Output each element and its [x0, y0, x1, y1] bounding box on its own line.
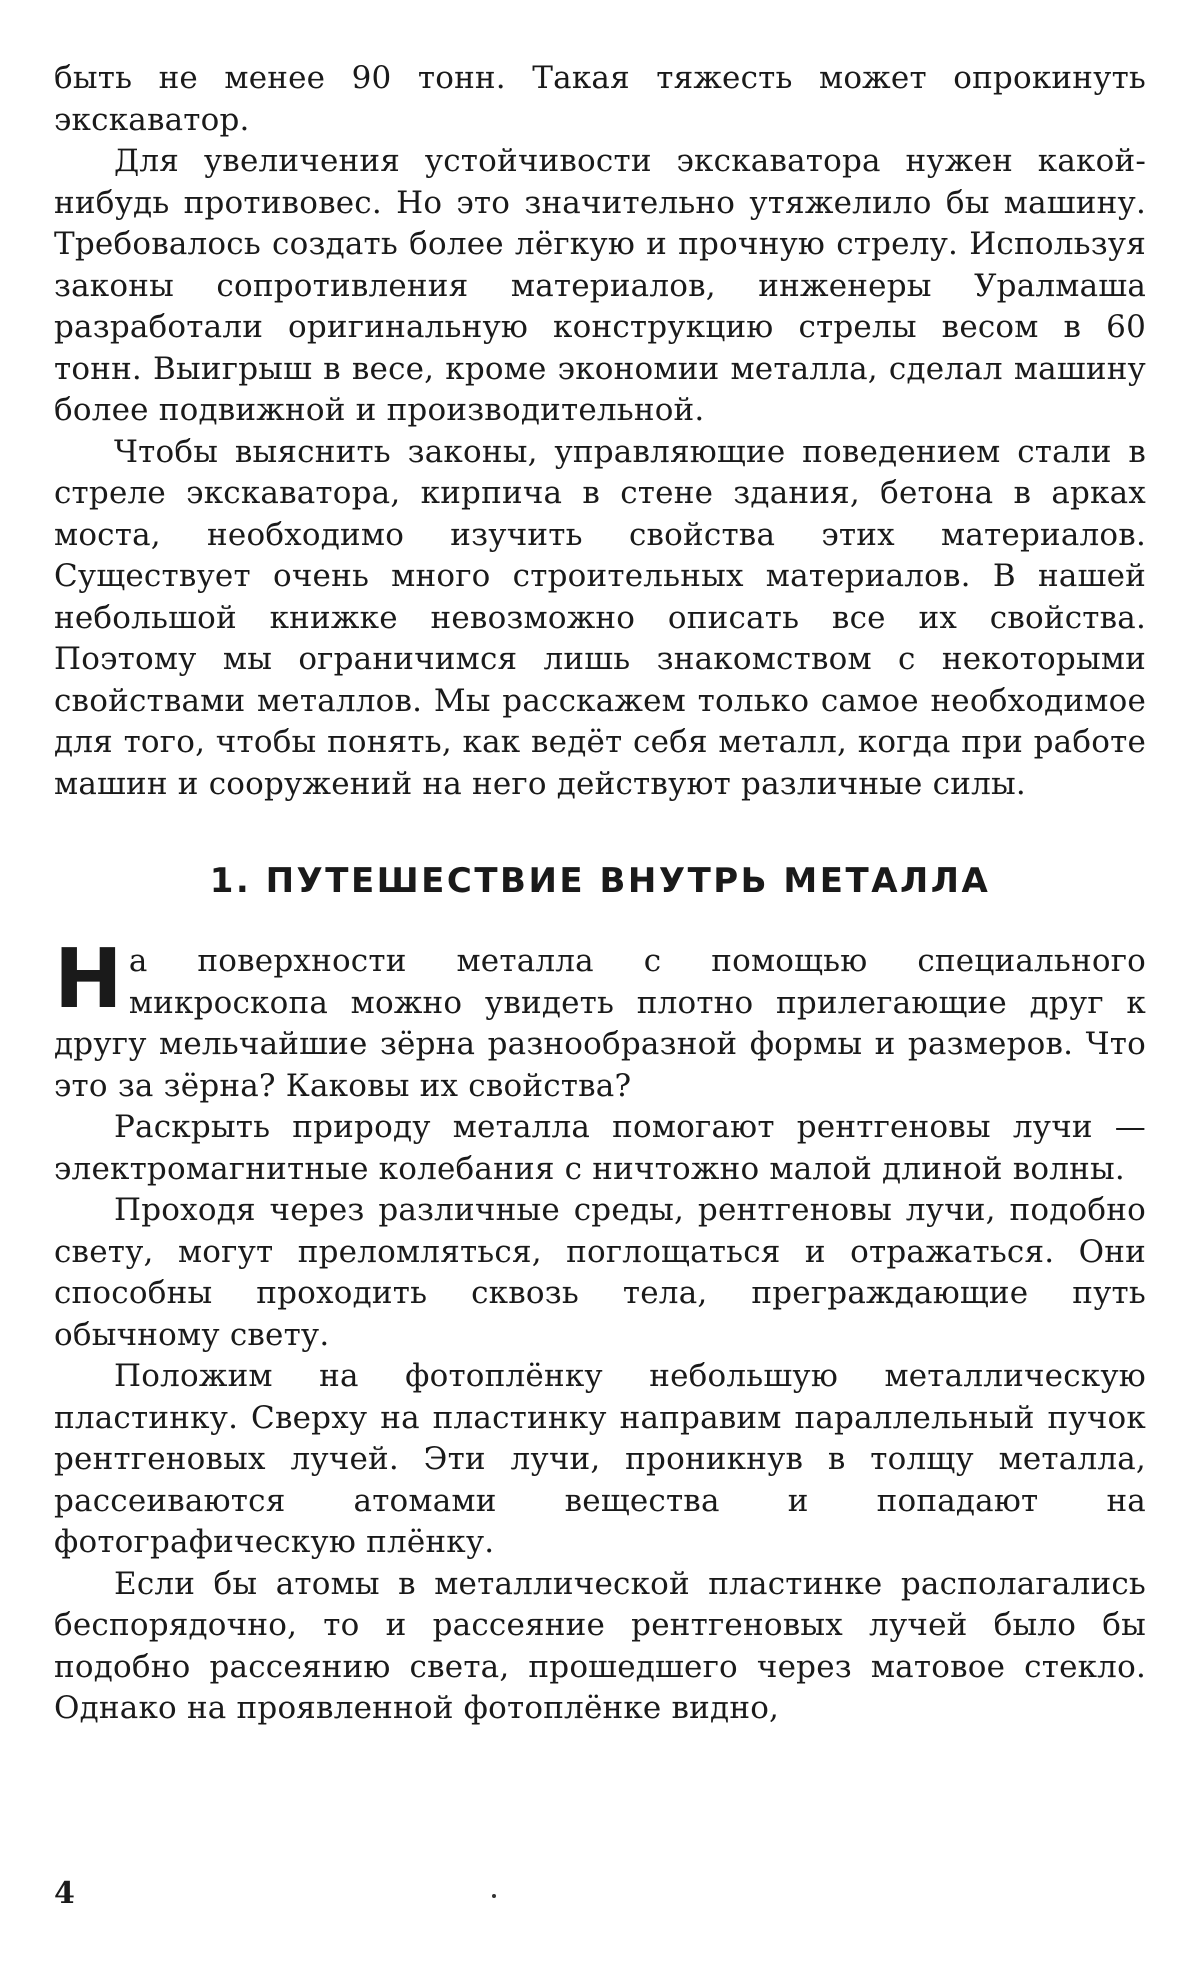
paragraph-xray-nature: Раскрыть природу металла помогают рентгеновы лучи — электромагнитные колебания с ничтожно малой длиной волны.	[54, 1109, 1146, 1187]
dropcap-letter: Н	[54, 932, 123, 1027]
paragraph-atoms: Если бы атомы в металлической пластинке располагались беспорядочно, то и рассеяние рентгеновых лучей было бы подобно рассеянию света, прошедшего через матовое стекло. Однако на проявленной фотоплёнке видно,	[54, 1565, 1146, 1726]
paragraph-experiment: Положим на фотоплёнку небольшую металлическую пластинку. Сверху на пластинку направим параллельный пучок рентгеновых лучей. Эти лучи, проникнув в толщу металла, рассеиваются атомами вещества и попадают на фотографическую плёнку.	[54, 1358, 1146, 1560]
paragraph-counterweight: Для увеличения устойчивости экскаватора нужен какой-нибудь противовес. Но это значительно утяжелило бы машину. Требовалось создать более лёгкую и прочную стрелу. Используя законы сопротивления материалов, инженеры Уралмаша разработали оригинальную конструкцию стрелы весом в 60 тонн. Выигрыш в весе, кроме экономии металла, сделал машину более подвижной и производительной.	[54, 143, 1146, 428]
print-speck	[492, 1894, 496, 1898]
paragraph-materials: Чтобы выяснить законы, управляющие поведением стали в стреле экскаватора, кирпича в стене здания, бетона в арках моста, необходимо изучить свойства этих материалов. Существует очень много строительных материалов. В нашей небольшой книжке невозможно описать все их свойства. Поэтому мы ограничимся лишь знакомством с некоторыми свойствами металлов. Мы расскажем только самое необходимое для того, чтобы понять, как ведёт себя металл, когда при работе машин и сооружений на него действуют различные силы.	[54, 433, 1146, 802]
book-page	[54, 58, 1146, 1730]
page-number: 4	[54, 1876, 75, 1911]
paragraph-dropcap	[54, 932, 1146, 1107]
dropcap-paragraph-text: а поверхности металла с помощью специального микроскопа можно увидеть плотно прилегающие друг к другу мельчайшие зёрна разнообразной формы и размеров. Что это за зёрна? Каковы их свойства?	[54, 943, 1146, 1104]
section-heading: 1. ПУТЕШЕСТВИЕ ВНУТРЬ МЕТАЛЛА	[209, 861, 991, 901]
paragraph-xray-properties: Проходя через различные среды, рентгеновы лучи, подобно свету, могут преломляться, поглощаться и отражаться. Они способны проходить сквозь тела, преграждающие путь обычному свету.	[54, 1192, 1146, 1353]
paragraph-continuation: быть не менее 90 тонн. Такая тяжесть может опрокинуть экскаватор.	[54, 60, 1146, 138]
